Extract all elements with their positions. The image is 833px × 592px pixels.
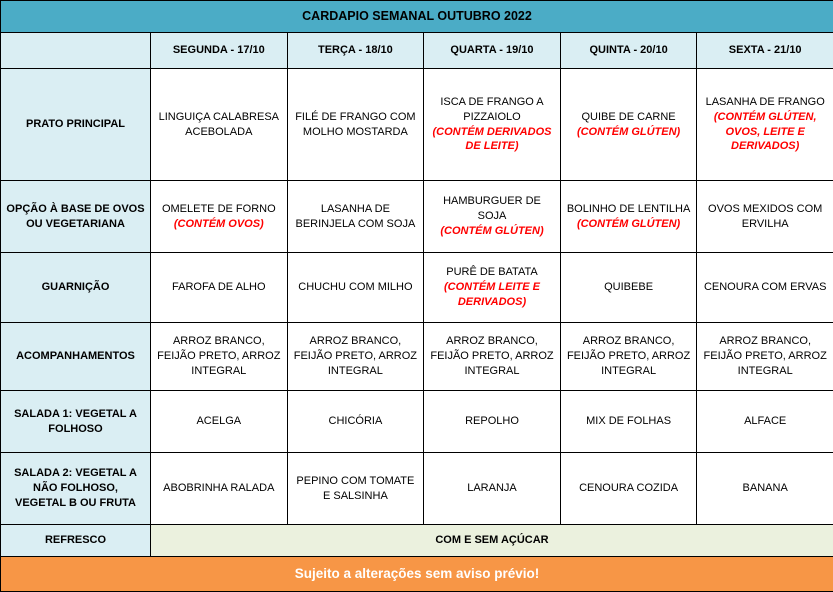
dish-text: CHICÓRIA <box>293 414 419 429</box>
day-header-sexta: SEXTA - 21/10 <box>697 33 833 69</box>
row-header-refresco: REFRESCO <box>1 525 151 557</box>
menu-cell <box>560 69 697 181</box>
dish-text: LASANHA DE BERINJELA COM SOJA <box>293 202 419 232</box>
menu-cell <box>560 453 697 525</box>
dish-text: PEPINO COM TOMATE E SALSINHA <box>293 474 419 504</box>
menu-cell <box>151 253 288 323</box>
row-header-salada-2: SALADA 2: VEGETAL A NÃO FOLHOSO, VEGETAL B OU FRUTA <box>1 453 151 525</box>
dish-text: LARANJA <box>429 481 555 496</box>
dish-text: OMELETE DE FORNO <box>156 202 282 217</box>
row-header-opcao-vegetariana: OPÇÃO À BASE DE OVOS OU VEGETARIANA <box>1 181 151 253</box>
dish-text: LASANHA DE FRANGO <box>702 95 828 110</box>
menu-cell <box>697 391 833 453</box>
row-refresco <box>1 525 833 557</box>
menu-cell <box>424 323 561 391</box>
row-salada-1 <box>1 391 833 453</box>
dish-text: ARROZ BRANCO, FEIJÃO PRETO, ARROZ INTEGRAL <box>566 334 692 379</box>
page-title: CARDAPIO SEMANAL OUTUBRO 2022 <box>1 1 833 33</box>
menu-cell <box>424 391 561 453</box>
menu-cell <box>560 253 697 323</box>
dish-text: BOLINHO DE LENTILHA <box>566 202 692 217</box>
dish-text: ARROZ BRANCO, FEIJÃO PRETO, ARROZ INTEGRAL <box>156 334 282 379</box>
dish-text: ARROZ BRANCO, FEIJÃO PRETO, ARROZ INTEGRAL <box>429 334 555 379</box>
allergen-note: (CONTÉM GLÚTEN, OVOS, LEITE E DERIVADOS) <box>702 110 828 155</box>
row-header-acompanhamentos: ACOMPANHAMENTOS <box>1 323 151 391</box>
dish-text: CHUCHU COM MILHO <box>293 280 419 295</box>
corner-cell <box>1 33 151 69</box>
menu-cell <box>560 181 697 253</box>
refresco-value: COM E SEM AÇÚCAR <box>151 525 833 557</box>
menu-cell <box>151 391 288 453</box>
dish-text: PURÊ DE BATATA <box>429 265 555 280</box>
row-header-salada-1: SALADA 1: VEGETAL A FOLHOSO <box>1 391 151 453</box>
menu-cell <box>287 453 424 525</box>
dish-text: LINGUIÇA CALABRESA ACEBOLADA <box>156 110 282 140</box>
dish-text: CENOURA COZIDA <box>566 481 692 496</box>
dish-text: ISCA DE FRANGO A PIZZAIOLO <box>429 95 555 125</box>
menu-cell <box>287 181 424 253</box>
menu-cell <box>697 69 833 181</box>
menu-cell <box>424 253 561 323</box>
dish-text: QUIBE DE CARNE <box>566 110 692 125</box>
dish-text: MIX DE FOLHAS <box>566 414 692 429</box>
day-header-terca: TERÇA - 18/10 <box>287 33 424 69</box>
footer-notice: Sujeito a alterações sem aviso prévio! <box>1 557 833 592</box>
day-header-segunda: SEGUNDA - 17/10 <box>151 33 288 69</box>
menu-cell <box>287 253 424 323</box>
dish-text: ARROZ BRANCO, FEIJÃO PRETO, ARROZ INTEGRAL <box>702 334 828 379</box>
menu-cell <box>151 323 288 391</box>
allergen-note: (CONTÉM OVOS) <box>156 217 282 232</box>
menu-cell <box>151 181 288 253</box>
menu-cell <box>424 69 561 181</box>
title-row <box>1 1 833 33</box>
menu-cell <box>424 453 561 525</box>
dish-text: BANANA <box>702 481 828 496</box>
row-acompanhamentos <box>1 323 833 391</box>
dish-text: OVOS MEXIDOS COM ERVILHA <box>702 202 828 232</box>
menu-cell <box>560 323 697 391</box>
dish-text: ALFACE <box>702 414 828 429</box>
allergen-note: (CONTÉM DERIVADOS DE LEITE) <box>429 125 555 155</box>
menu-cell <box>697 181 833 253</box>
dish-text: QUIBEBE <box>566 280 692 295</box>
row-salada-2 <box>1 453 833 525</box>
menu-cell <box>424 181 561 253</box>
allergen-note: (CONTÉM GLÚTEN) <box>566 125 692 140</box>
dish-text: ARROZ BRANCO, FEIJÃO PRETO, ARROZ INTEGRAL <box>293 334 419 379</box>
dish-text: FILÉ DE FRANGO COM MOLHO MOSTARDA <box>293 110 419 140</box>
row-header-guarnicao: GUARNIÇÃO <box>1 253 151 323</box>
dish-text: ABOBRINHA RALADA <box>156 481 282 496</box>
allergen-note: (CONTÉM GLÚTEN) <box>429 224 555 239</box>
allergen-note: (CONTÉM LEITE E DERIVADOS) <box>429 280 555 310</box>
menu-cell <box>560 391 697 453</box>
day-header-quarta: QUARTA - 19/10 <box>424 33 561 69</box>
row-guarnicao <box>1 253 833 323</box>
menu-cell <box>697 253 833 323</box>
dish-text: ACELGA <box>156 414 282 429</box>
dish-text: FAROFA DE ALHO <box>156 280 282 295</box>
menu-cell <box>287 69 424 181</box>
dish-text: CENOURA COM ERVAS <box>702 280 828 295</box>
row-header-prato-principal: PRATO PRINCIPAL <box>1 69 151 181</box>
footer-row <box>1 557 833 592</box>
menu-cell <box>697 453 833 525</box>
dish-text: HAMBURGUER DE SOJA <box>429 194 555 224</box>
menu-cell <box>697 323 833 391</box>
dish-text: REPOLHO <box>429 414 555 429</box>
row-opcao-vegetariana <box>1 181 833 253</box>
menu-cell <box>287 391 424 453</box>
day-header-row <box>1 33 833 69</box>
menu-cell <box>151 69 288 181</box>
allergen-note: (CONTÉM GLÚTEN) <box>566 217 692 232</box>
menu-cell <box>287 323 424 391</box>
day-header-quinta: QUINTA - 20/10 <box>560 33 697 69</box>
row-prato-principal <box>1 69 833 181</box>
menu-cell <box>151 453 288 525</box>
